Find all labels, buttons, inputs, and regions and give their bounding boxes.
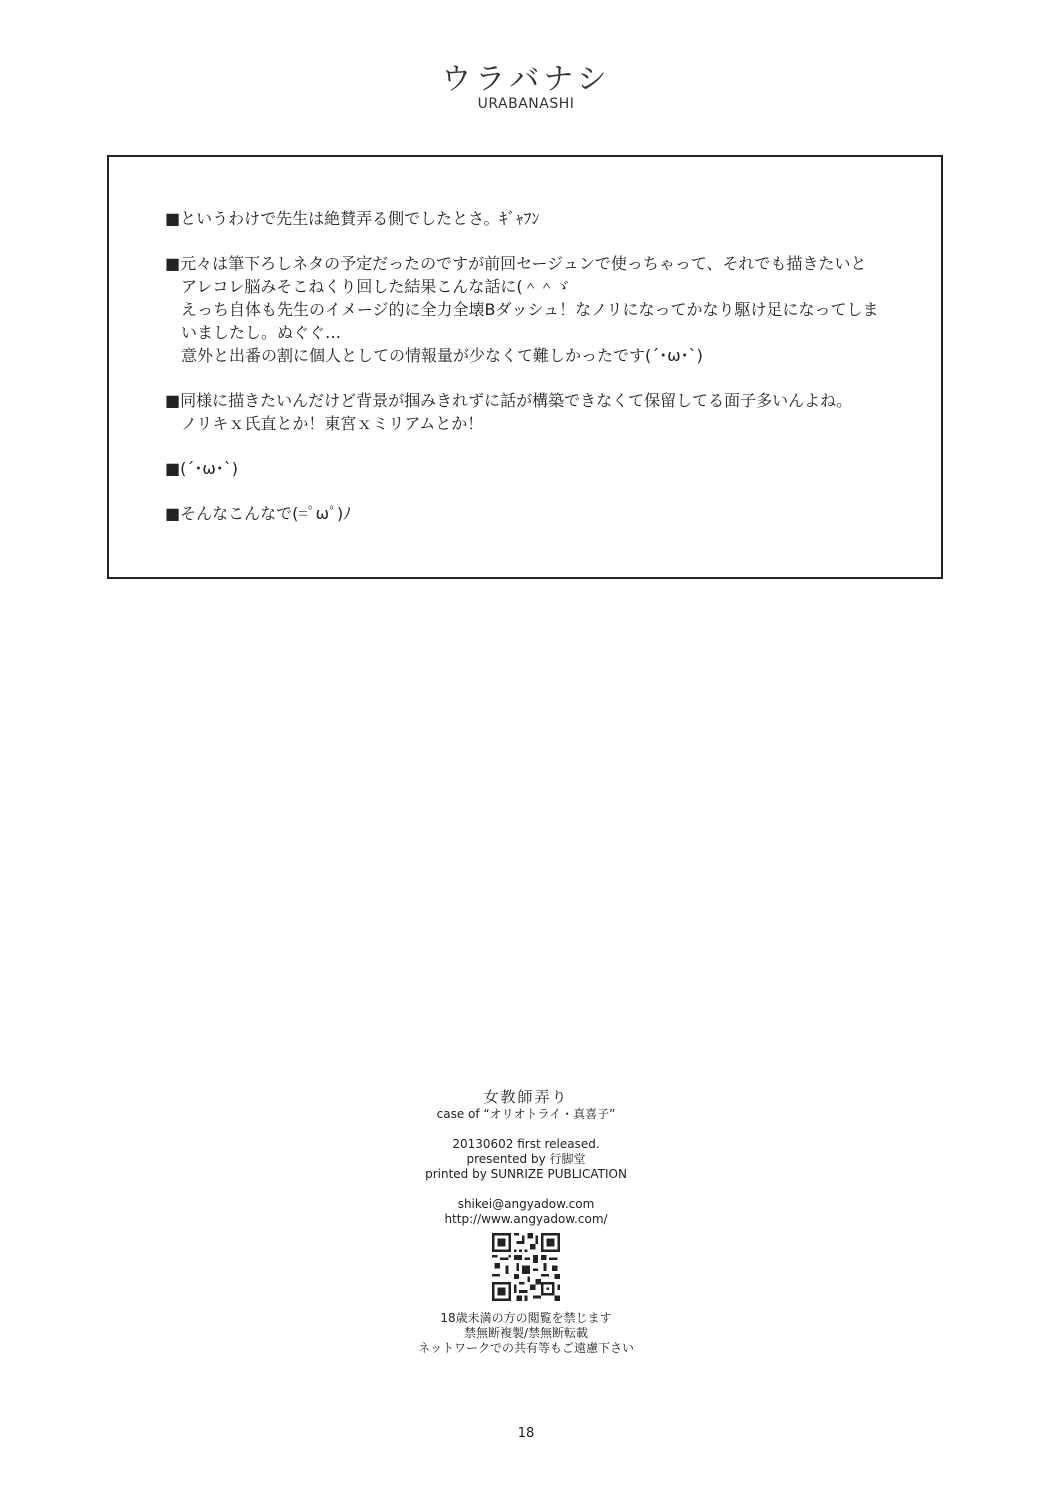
page-number: 18: [517, 1426, 535, 1441]
afterword-item: [165, 502, 905, 525]
colophon: [0, 1087, 1052, 1356]
printer-credit: printed by SUNRIZE PUBLICATION: [425, 1167, 627, 1181]
afterword-line: ■というわけで先生は絶賛弄る側でしたとさ。ｷﾞｬﾌﾝ: [165, 209, 540, 228]
afterword-line: ■同様に描きたいんだけど背景が掴みきれずに話が構築できなくて保留してる面子多いんよね。: [165, 391, 853, 410]
copy-warning: 禁無断複製/禁無断転載: [463, 1326, 589, 1340]
afterword-box: [107, 155, 943, 579]
afterword-item: [165, 389, 905, 435]
age-warning: 18歳未満の方の閲覧を禁じます: [440, 1311, 612, 1325]
qr-code-icon: [492, 1233, 560, 1301]
afterword-line: いましたし。ぬぐぐ…: [181, 323, 342, 342]
afterword-item: [165, 207, 905, 230]
afterword-list: [165, 207, 905, 547]
afterword-line: えっち自体も先生のイメージ的に全力全壊Bダッシュ！なノリになってかなり駆け足になってしま: [181, 300, 879, 319]
afterword-line: 意外と出番の割に個人としての情報量が少なくて難しかったです(´･ω･`): [181, 346, 703, 365]
publisher-credit: presented by 行脚堂: [466, 1152, 586, 1166]
afterword-item: [165, 252, 905, 367]
afterword-line: ■(´･ω･`): [165, 459, 239, 478]
page-title-romaji: URABANASHI: [477, 96, 575, 112]
page-header: [0, 62, 1052, 112]
afterword-line: ■そんなこんなで(=ﾟωﾟ)ﾉ: [165, 504, 352, 523]
contact-email[interactable]: shikei@angyadow.com: [457, 1197, 595, 1211]
share-warning: ネットワークでの共有等もご遠慮下さい: [417, 1341, 634, 1355]
afterword-item: [165, 457, 905, 480]
website-link[interactable]: http://www.angyadow.com/: [444, 1212, 608, 1226]
afterword-line: アレコレ脳みそこねくり回した結果こんな話に(＾＾ゞ: [181, 277, 571, 296]
release-date: 20130602 first released.: [452, 1137, 600, 1151]
page-title: ウラバナシ: [441, 62, 611, 97]
afterword-line: ■元々は筆下ろしネタの予定だったのですが前回セージュンで使っちゃって、それでも描きたいと: [165, 254, 867, 273]
book-subtitle: case of “オリオトライ・真喜子”: [436, 1107, 616, 1121]
afterword-line: ノリキｘ氏直とか！東宮ｘミリアムとか！: [181, 414, 484, 433]
book-title: 女教師弄り: [483, 1088, 569, 1106]
